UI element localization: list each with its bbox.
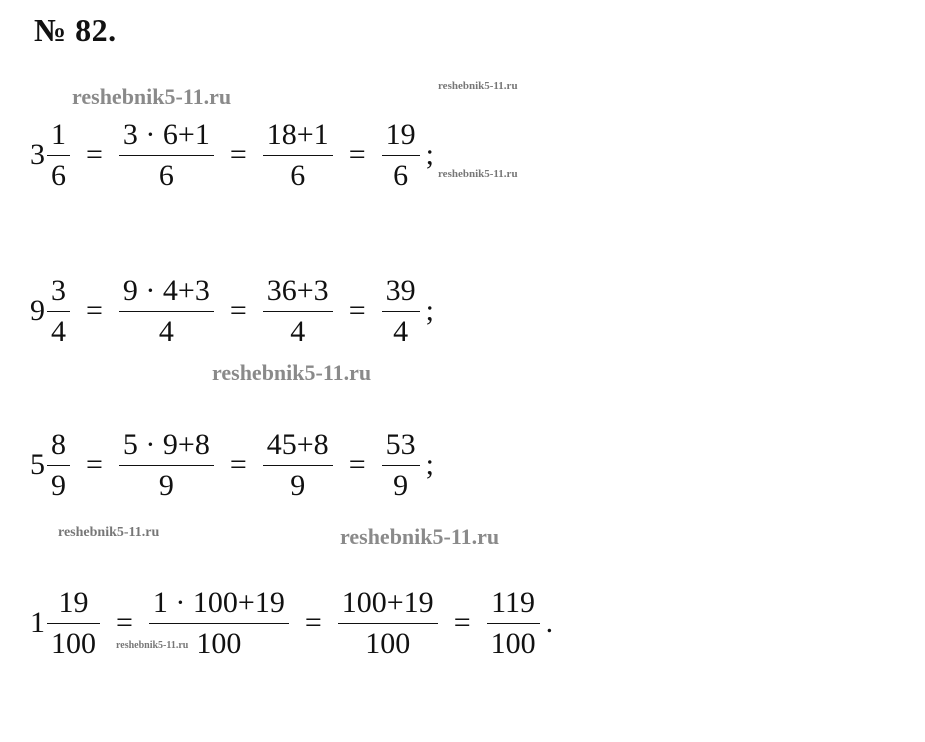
punctuation: ; bbox=[425, 448, 434, 481]
equation-1 bbox=[30, 100, 434, 210]
fraction-bar bbox=[47, 465, 70, 466]
fraction-bar bbox=[382, 465, 420, 466]
equals-sign: = bbox=[86, 138, 103, 171]
fraction-bar bbox=[263, 155, 333, 156]
watermark: reshebnik5-11.ru bbox=[212, 360, 372, 385]
step1-fraction bbox=[119, 117, 214, 194]
equals-sign: = bbox=[348, 138, 366, 171]
step2-fraction bbox=[263, 427, 333, 504]
watermark: reshebnik5-11.ru bbox=[438, 168, 518, 180]
equals-sign: = bbox=[304, 606, 322, 639]
watermark: reshebnik5-11.ru bbox=[340, 524, 500, 549]
numerator: 53 bbox=[385, 427, 416, 461]
equals-sign: = bbox=[229, 294, 247, 327]
mixed-fraction bbox=[47, 585, 100, 662]
equation-4 bbox=[30, 568, 553, 678]
fraction-bar bbox=[47, 155, 70, 156]
denominator: 9 bbox=[51, 468, 66, 502]
mixed-fraction bbox=[47, 427, 70, 504]
numerator: 100+19 bbox=[341, 585, 434, 619]
numerator: 9 · 4+3 bbox=[122, 273, 210, 307]
denominator: 6 bbox=[51, 158, 66, 192]
fraction-bar bbox=[338, 623, 438, 624]
fraction-bar bbox=[149, 623, 289, 624]
denominator: 9 bbox=[290, 468, 306, 502]
whole-part: 9 bbox=[30, 294, 45, 327]
numerator: 1 bbox=[51, 117, 66, 151]
step2-fraction bbox=[263, 273, 333, 350]
punctuation: . bbox=[545, 606, 554, 639]
numerator: 5 · 9+8 bbox=[122, 427, 210, 461]
numerator: 3 · 6+1 bbox=[122, 117, 210, 151]
result-fraction bbox=[382, 117, 420, 194]
step1-fraction bbox=[149, 585, 289, 662]
result-fraction bbox=[382, 427, 420, 504]
numerator: 19 bbox=[385, 117, 416, 151]
fraction-bar bbox=[47, 623, 100, 624]
watermark: reshebnik5-11.ru bbox=[58, 525, 160, 540]
denominator: 4 bbox=[393, 314, 409, 348]
fraction-bar bbox=[119, 311, 214, 312]
denominator: 100 bbox=[196, 626, 242, 660]
denominator: 6 bbox=[290, 158, 306, 192]
mixed-fraction bbox=[47, 117, 70, 194]
fraction-bar bbox=[382, 155, 420, 156]
numerator: 36+3 bbox=[266, 273, 329, 307]
denominator: 100 bbox=[365, 626, 411, 660]
result-fraction bbox=[487, 585, 540, 662]
exercise-number: № 82. bbox=[34, 12, 117, 48]
numerator: 119 bbox=[491, 585, 536, 619]
step1-fraction bbox=[119, 273, 214, 350]
equals-sign: = bbox=[229, 448, 247, 481]
numerator: 18+1 bbox=[266, 117, 329, 151]
watermark: reshebnik5-11.ru bbox=[438, 80, 518, 92]
equals-sign: = bbox=[86, 448, 103, 481]
numerator: 19 bbox=[58, 585, 89, 619]
equals-sign: = bbox=[116, 606, 133, 639]
step2-fraction bbox=[263, 117, 333, 194]
result-fraction bbox=[382, 273, 420, 350]
denominator: 6 bbox=[393, 158, 409, 192]
numerator: 39 bbox=[385, 273, 416, 307]
numerator: 8 bbox=[51, 427, 66, 461]
equals-sign: = bbox=[348, 448, 366, 481]
equation-2 bbox=[30, 256, 434, 366]
fraction-bar bbox=[487, 623, 540, 624]
numerator: 1 · 100+19 bbox=[152, 585, 285, 619]
denominator: 100 bbox=[51, 626, 96, 660]
equals-sign: = bbox=[86, 294, 103, 327]
denominator: 4 bbox=[290, 314, 306, 348]
denominator: 9 bbox=[393, 468, 409, 502]
punctuation: ; bbox=[425, 294, 434, 327]
fraction-bar bbox=[382, 311, 420, 312]
watermark: reshebnik5-11.ru bbox=[72, 84, 232, 109]
fraction-bar bbox=[119, 465, 214, 466]
whole-part: 1 bbox=[30, 606, 45, 639]
whole-part: 5 bbox=[30, 448, 45, 481]
equals-sign: = bbox=[348, 294, 366, 327]
denominator: 9 bbox=[158, 468, 174, 502]
denominator: 100 bbox=[490, 626, 536, 660]
equation-3 bbox=[30, 410, 434, 520]
fraction-bar bbox=[263, 465, 333, 466]
step1-fraction bbox=[119, 427, 214, 504]
denominator: 4 bbox=[51, 314, 66, 348]
fraction-bar bbox=[119, 155, 214, 156]
equals-sign: = bbox=[453, 606, 471, 639]
mixed-fraction bbox=[47, 273, 70, 350]
punctuation: ; bbox=[425, 138, 434, 171]
whole-part: 3 bbox=[30, 138, 45, 171]
denominator: 6 bbox=[158, 158, 174, 192]
step2-fraction bbox=[338, 585, 438, 662]
equals-sign: = bbox=[229, 138, 247, 171]
watermark: reshebnik5-11.ru bbox=[116, 640, 189, 651]
numerator: 45+8 bbox=[266, 427, 329, 461]
fraction-bar bbox=[263, 311, 333, 312]
denominator: 4 bbox=[158, 314, 174, 348]
numerator: 3 bbox=[51, 273, 66, 307]
fraction-bar bbox=[47, 311, 70, 312]
